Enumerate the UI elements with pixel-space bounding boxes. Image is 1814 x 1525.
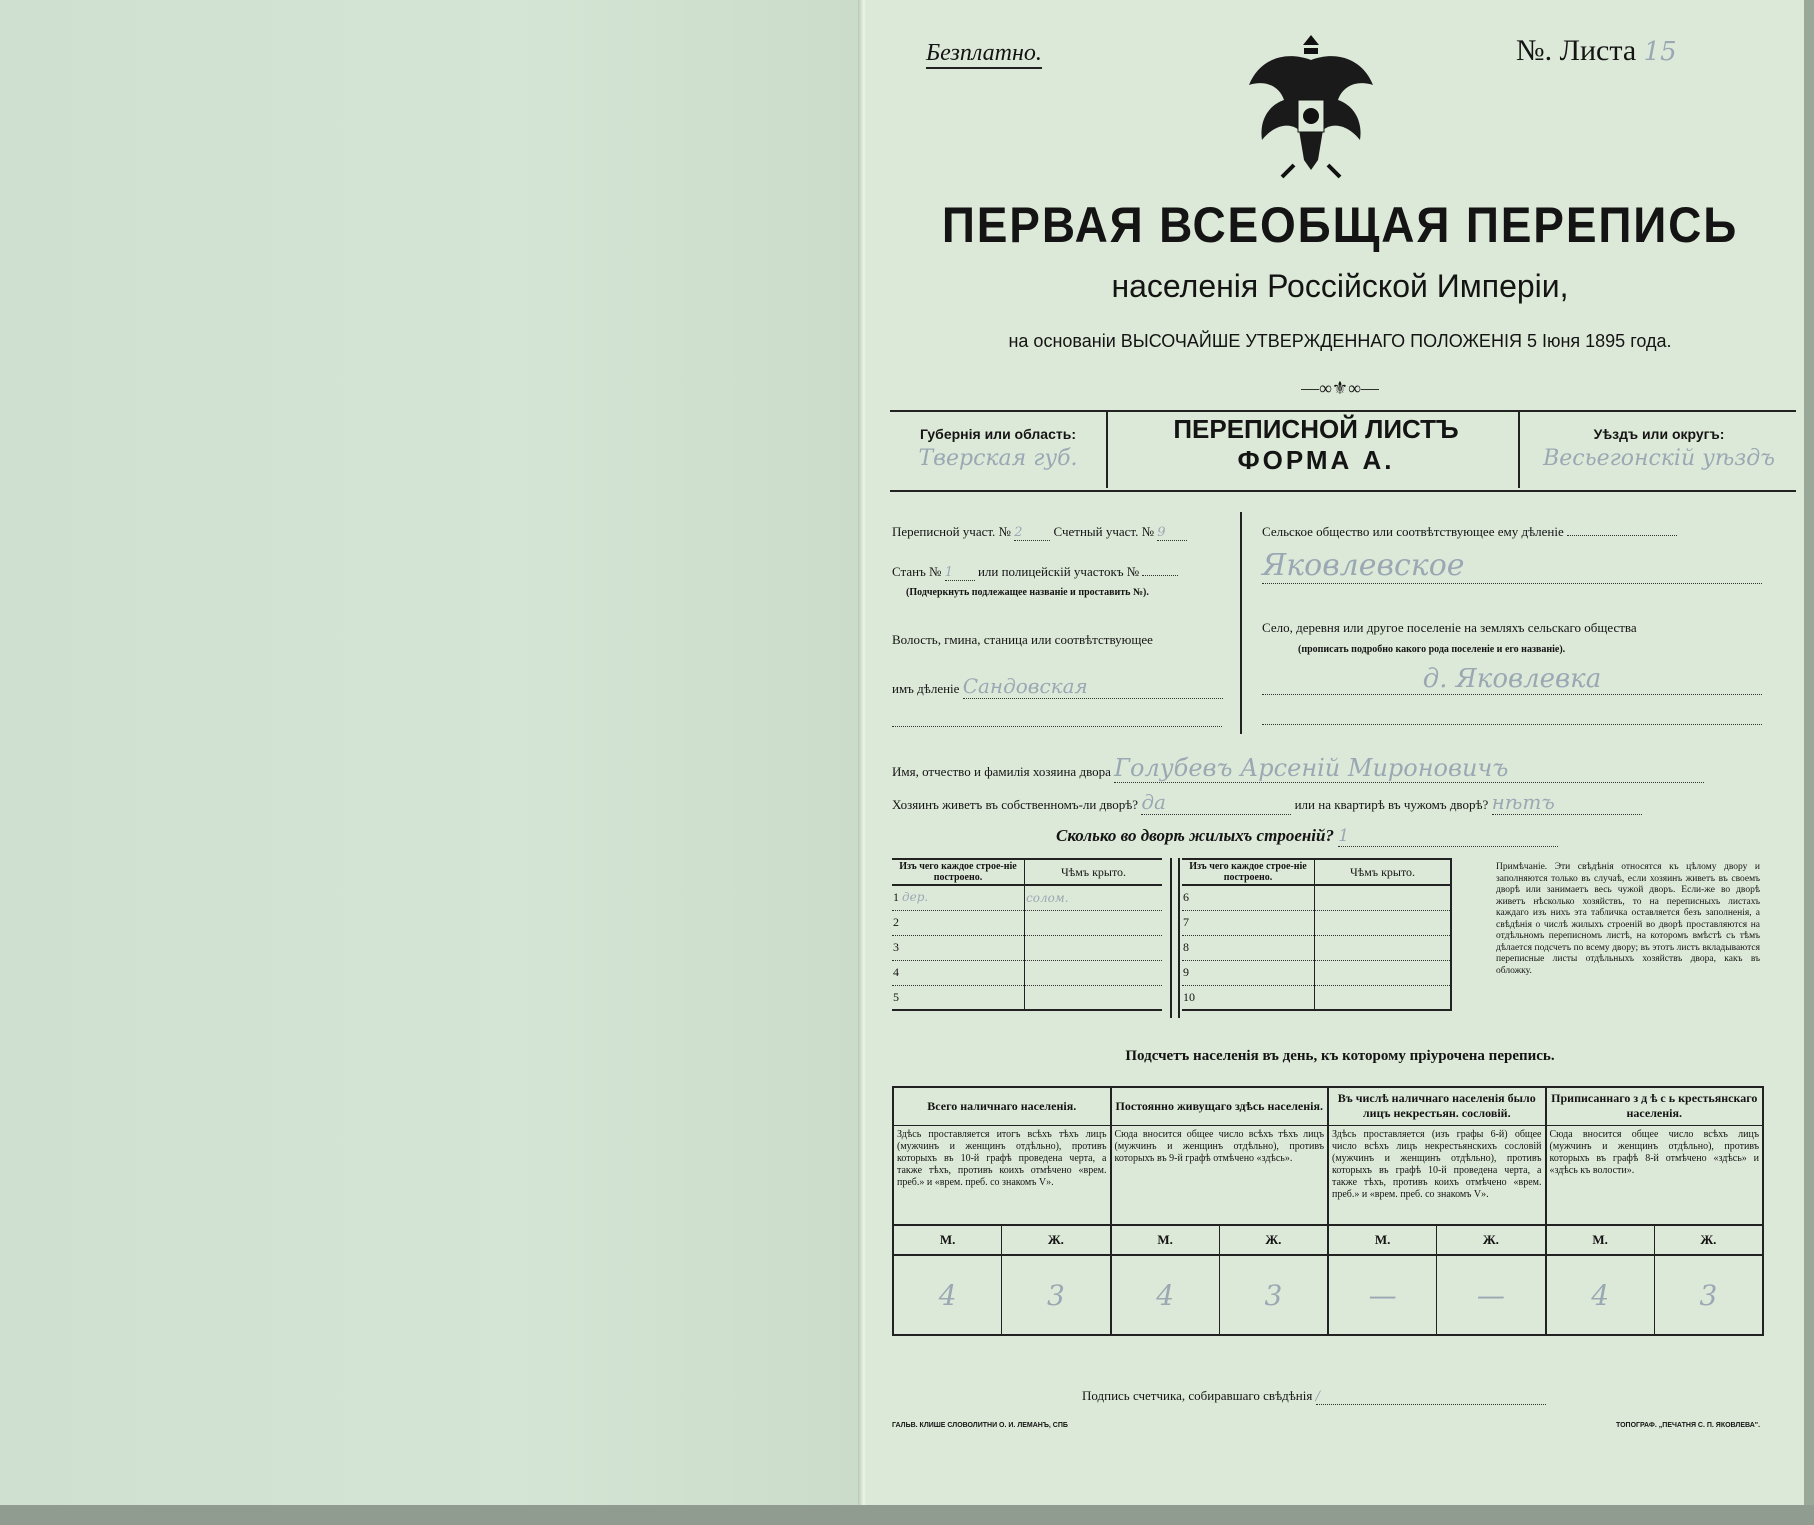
header-permanent: Постоянно живущаго здѣсь населенія. [1111, 1087, 1329, 1125]
uezd-box [1518, 410, 1798, 488]
footer-left: ГАЛЬВ. КЛИШЕ СЛОВОЛИТНИ О. И. ЛЕМАНЪ, СПБ [892, 1422, 1068, 1429]
rent-value: нѣтъ [1492, 790, 1642, 815]
signature-label: Подпись счетчика, собиравшаго свѣдѣнія [1082, 1388, 1313, 1403]
signature-line [1082, 1388, 1546, 1405]
rent-label: или на квартирѣ въ чужомъ дворѣ? [1294, 797, 1489, 812]
uezd-label: Уѣздъ или округъ: [1593, 426, 1725, 442]
own-yard-value: да [1141, 790, 1291, 815]
double-headed-eagle-emblem-icon [1244, 30, 1379, 180]
stan-value: 1 [945, 565, 975, 581]
uchastok-label: Переписной участ. № [892, 524, 1011, 539]
form-title: ПЕРЕПИСНОЙ ЛИСТЪ [1173, 414, 1459, 444]
obshchestvo-value: Яковлевское [1262, 548, 1762, 584]
roof-header: Чѣмъ крыто. [1060, 864, 1127, 879]
value-assigned-zh: 3 [1699, 1278, 1718, 1312]
owner-line [892, 754, 1704, 783]
uchastok-line [892, 524, 1187, 541]
uchastok-value: 2 [1014, 525, 1050, 541]
owner-value: Голубевъ Арсеній Мироновичъ [1114, 754, 1704, 783]
own-yard-label: Хозяинъ живетъ въ собственномъ-ли дворѣ? [892, 797, 1139, 812]
header-total: Всего наличнаго населенія. [893, 1087, 1111, 1125]
value-permanent-m: 4 [1111, 1255, 1220, 1335]
obshchestvo-label: Сельское общество или соотвѣтствующее ему дѣленіе [1262, 524, 1564, 539]
volost-line [892, 674, 1223, 699]
census-form-page [866, 0, 1814, 1525]
gubernia-box [890, 410, 1108, 488]
header-non-peasant: Въ числѣ наличнаго населенія было лицъ некрестьян. сословій. [1328, 1087, 1546, 1125]
signature-value: / [1316, 1389, 1546, 1405]
note-text: Примѣчаніе. Эти свѣдѣнія относятся къ цѣлому двору и заполняются только въ случаѣ, если хозяинъ живетъ въ своемъ дворѣ или занимаетъ весь чужой дворъ. Если-же во дворѣ живетъ нѣсколько хозяйствъ, то на переписныхъ листахъ каждаго изъ нихъ эта табличка оставляется безъ заполненія, а свѣдѣнія о числѣ жилыхъ строеній во дворѣ проставляются на отдѣльномъ переписномъ листѣ, на которомъ вмѣстѣ съ тѣмъ дѣлается подсчетъ по всему двору; въ этотъ листъ вкладываются переписные листы отдѣльныхъ хозяйствъ двора, какъ въ обложку. [1496, 862, 1760, 976]
uezd-value: Весьегонскій уѣздъ [1543, 446, 1775, 471]
desc-permanent: Сюда вносится общее число всѣхъ тѣхъ лицъ (мужчинъ и женщинъ отдѣльно), противъ которыхъ въ 9-й графѣ отмѣчено «здѣсь». [1111, 1125, 1329, 1225]
footer-right: ТОПОГРАФ. „ПЕЧАТНЯ С. П. ЯКОВЛЕВА". [1616, 1422, 1761, 1429]
selo-label: Село, деревня или другое поселеніе на земляхъ сельскаго общества [1262, 620, 1637, 635]
stan-label: Станъ № [892, 564, 942, 579]
schetny-label: Счетный участ. № [1053, 524, 1155, 539]
obshchestvo-line [1262, 524, 1677, 540]
census-subtitle: населенія Россійской Имперіи, [1111, 268, 1569, 304]
census-title: ПЕРВАЯ ВСЕОБЩАЯ ПЕРЕПИСЬ [941, 197, 1739, 253]
desc-non-peasant: Здѣсь проставляется (изъ графы 6-й) общее число всѣхъ лицъ некрестьянскихъ сословій (мужчинъ и женщинъ отдѣльно), противъ которыхъ въ графѣ 10-й проведена черта, а также тѣхъ, противъ коихъ отмѣчено «врем. преб.» и «врем. преб. со знакомъ V». [1328, 1125, 1546, 1225]
free-label: Безплатно. [926, 40, 1042, 69]
sheet-number-value: 15 [1643, 37, 1677, 67]
form-letter: ФОРМА А. [1237, 445, 1395, 475]
buildings-line [1056, 826, 1558, 847]
stan-note: (Подчеркнуть подлежащее названіе и проставить №). [906, 587, 1149, 598]
value-total-zh: 3 [1002, 1255, 1111, 1335]
volost-label-1: Волость, гмина, станица или соотвѣтствующее [892, 632, 1153, 647]
buildings-table-left: Изъ чего каждое строе-ніе построено. Чѣмъ крыто. 1 дер. солом. 2 3 4 5 [892, 858, 1162, 1011]
sheet-number-label: №. Листа [1516, 34, 1637, 67]
ornament-divider: —∞⚜∞— [1301, 378, 1379, 398]
value-total-m: 4 [893, 1255, 1002, 1335]
desc-assigned: Сюда вносится общее число всѣхъ лицъ (мужчинъ и женщинъ отдѣльно), противъ которыхъ въ графѣ 8-й отмѣчено «здѣсь» и «здѣсь къ волости». [1549, 1128, 1759, 1176]
count-title: Подсчетъ населенія въ день, къ которому пріурочена перепись. [1125, 1048, 1555, 1064]
value-permanent-zh: 3 [1219, 1255, 1328, 1335]
volost-label-2: имъ дѣленіе [892, 681, 960, 696]
value-assigned-m: 4 [1546, 1255, 1655, 1335]
row1-material: дер. [902, 890, 929, 905]
material-header: Изъ чего каждое строе-ніе построено. [892, 859, 1025, 885]
stan-line [892, 564, 1178, 581]
selo-value: д. Яковлевка [1262, 664, 1762, 695]
volost-value: Сандовская [963, 674, 1223, 699]
header-assigned: Приписаннаго з д ѣ с ь крестьянскаго населенія. [1551, 1091, 1758, 1121]
buildings-value: 1 [1338, 826, 1558, 847]
gubernia-value: Тверская губ. [918, 446, 1078, 471]
value-nonpeasant-m: — [1328, 1255, 1437, 1335]
legal-basis: на основаніи ВЫСОЧАЙШЕ УТВЕРЖДЕННАГО ПОЛОЖЕНІЯ 5 Іюня 1895 года. [1008, 331, 1672, 351]
population-count-table: Всего наличнаго населенія. Постоянно живущаго здѣсь населенія. Въ числѣ наличнаго населенія было лицъ некрестьян. сословій. Приписаннаго з д ѣ с ь крестьянскаго населенія. Здѣсь проставляется итогъ всѣхъ тѣхъ лицъ (мужчинъ и женщинъ отдѣльно), противъ которыхъ въ 10-й графѣ проведена черта, а также тѣхъ, противъ коихъ отмѣчено «врем. преб.» и «врем. преб. со знакомъ V». Сюда вносится общее число всѣхъ тѣхъ лицъ (мужчинъ и женщинъ отдѣльно), противъ которыхъ въ 9-й графѣ отмѣчено «здѣсь». Здѣсь проставляется (изъ графы 6-й) общее число всѣхъ лицъ некрестьянскихъ сословій (мужчинъ и женщинъ отдѣльно), противъ которыхъ въ графѣ 10-й проведена черта, а также тѣхъ, противъ коихъ отмѣчено «врем. преб.» и «врем. преб. со знакомъ V». Сюда вносится общее число всѣхъ лицъ (мужчинъ и женщинъ отдѣльно), противъ которыхъ въ графѣ 8-й отмѣчено «здѣсь» и «здѣсь къ волости». М. Ж. М. Ж. М. Ж. М. Ж. 4 3 4 3 — — 4 3 [892, 1086, 1764, 1336]
buildings-label: Сколько во дворѣ жилыхъ строеній? [1056, 826, 1334, 845]
police-label: или полицейскій участокъ № [977, 564, 1140, 579]
yard-line [892, 790, 1642, 815]
gubernia-label: Губернія или область: [919, 426, 1077, 442]
buildings-table-right: Изъ чего каждое строе-ніе построено. Чѣмъ крыто. 6 7 8 9 10 [1182, 858, 1452, 1011]
form-title-box [1106, 414, 1526, 486]
column-divider [1240, 512, 1242, 734]
schetny-value: 9 [1157, 525, 1187, 541]
desc-total: Здѣсь проставляется итогъ всѣхъ тѣхъ лицъ (мужчинъ и женщинъ отдѣльно), противъ которыхъ въ 10-й графѣ проведена черта, а также тѣхъ, противъ коихъ отмѣчено «врем. преб.» и «врем. преб. со знакомъ V». [893, 1125, 1111, 1225]
value-nonpeasant-zh: — [1437, 1255, 1546, 1335]
row1-roof: солом. [1026, 890, 1069, 905]
left-blank-page [0, 0, 862, 1525]
owner-label: Имя, отчество и фамилія хозяина двора [892, 764, 1111, 779]
selo-note: (прописать подробно какого рода поселеніе и его названіе). [1298, 644, 1566, 655]
